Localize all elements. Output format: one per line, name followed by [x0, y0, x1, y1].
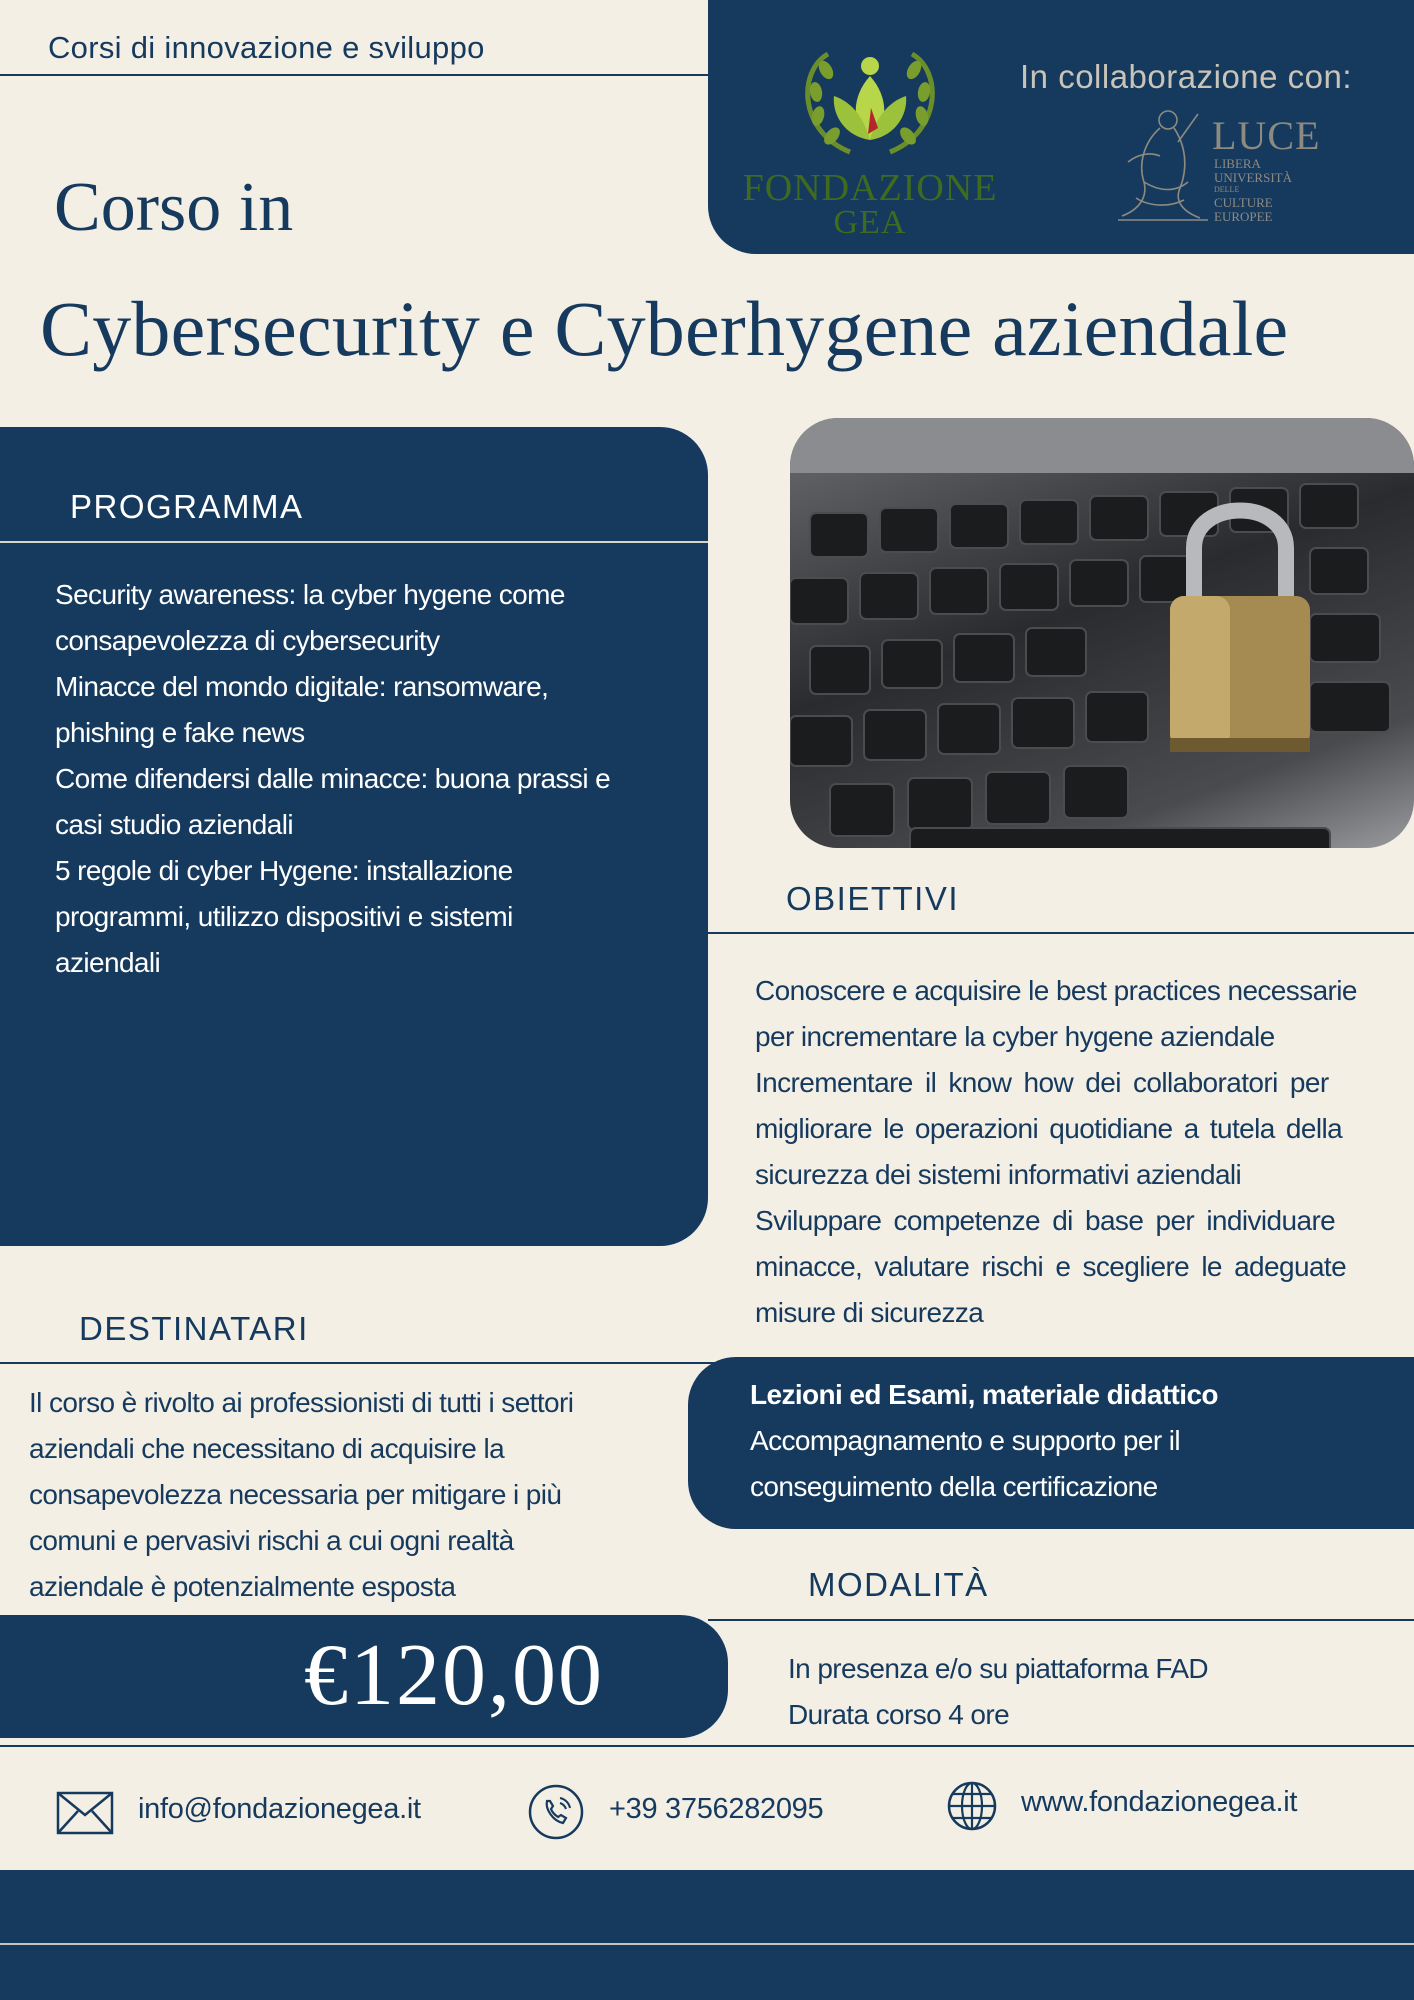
keyboard-padlock-photo: [790, 418, 1414, 848]
price: €120,00: [304, 1627, 604, 1724]
header-divider: [0, 74, 708, 76]
modalita-divider: [708, 1619, 1414, 1621]
programma-text: Security awareness: la cyber hygene come consapevolezza di cybersecurity Minacce del mondo digitale: ransomware, phishing e fake news Come difendersi dalle minacce: buona prassi e casi studio aziendali 5 regole di cyber Hygene: installazione programmi, utilizzo dispositivi e sistemi aziendali: [55, 579, 611, 978]
includes-text: Lezioni ed Esami, materiale didattico Accompagnamento e supporto per il conseguimento della certificazione: [750, 1379, 1218, 1502]
obiettivi-text: Conoscere e acquisire le best practices necessarie per incrementare la cyber hygene aziendale Incrementare il know how dei collaboratori per migliorare le operazioni quotidiane a tutela della sicurezza dei sistemi informativi aziendali Sviluppare competenze di base per individuare minacce, valutare rischi e scegliere le adeguate misure di sicurezza: [755, 975, 1357, 1328]
contacts-divider: [0, 1745, 1414, 1747]
luce-logo-line: EUROPEE: [1214, 209, 1273, 224]
modalita-heading: MODALITÀ: [808, 1566, 989, 1603]
tagline: Corsi di innovazione e sviluppo: [48, 30, 485, 65]
destinatari-heading: DESTINATARI: [79, 1310, 309, 1347]
obiettivi-divider: [708, 932, 1414, 934]
destinatari-text: Il corso è rivolto ai professionisti di tutti i settori aziendali che necessitano di acquisire la consapevolezza necessaria per mitigare i più comuni e pervasivi rischi a cui ogni realtà aziendale è potenzialmente esposta: [29, 1387, 574, 1602]
luce-logo-line: LIBERA: [1214, 156, 1261, 171]
website-text[interactable]: www.fondazionegea.it: [1021, 1786, 1298, 1818]
luce-logo: [1108, 102, 1338, 232]
luce-logo-line: UNIVERSITÀ: [1214, 170, 1292, 185]
email-text[interactable]: info@fondazionegea.it: [138, 1793, 421, 1825]
luce-logo-line: DELLE: [1214, 185, 1240, 194]
title-prefix: Corso in: [54, 169, 294, 246]
phone-icon: [527, 1783, 585, 1841]
phone-text[interactable]: +39 3756282095: [609, 1793, 824, 1825]
collab-label: In collaborazione con:: [1020, 58, 1353, 95]
page-title: Cybersecurity e Cyberhygene aziendale: [40, 285, 1289, 372]
luce-logo-line: CULTURE: [1214, 195, 1273, 210]
globe-icon: [946, 1780, 998, 1832]
obiettivi-heading: OBIETTIVI: [786, 880, 960, 917]
keyboard-icon: [790, 418, 1414, 848]
allegorical-figure-icon: [1108, 102, 1212, 226]
gea-logo-line-1: FONDAZIONE: [742, 167, 998, 209]
gea-logo-line-2: GEA: [833, 204, 907, 241]
lotus-wreath-icon: [740, 36, 1000, 166]
footer-band: [0, 1870, 1414, 2000]
envelope-icon: [56, 1791, 114, 1835]
footer-divider: [0, 1943, 1414, 1945]
modalita-text: In presenza e/o su piattaforma FAD Durata corso 4 ore: [788, 1653, 1209, 1730]
fondazione-gea-logo: [740, 36, 1000, 246]
luce-logo-name: LUCE: [1212, 113, 1321, 158]
programma-heading: PROGRAMMA: [70, 488, 304, 525]
programma-divider: [0, 541, 708, 543]
